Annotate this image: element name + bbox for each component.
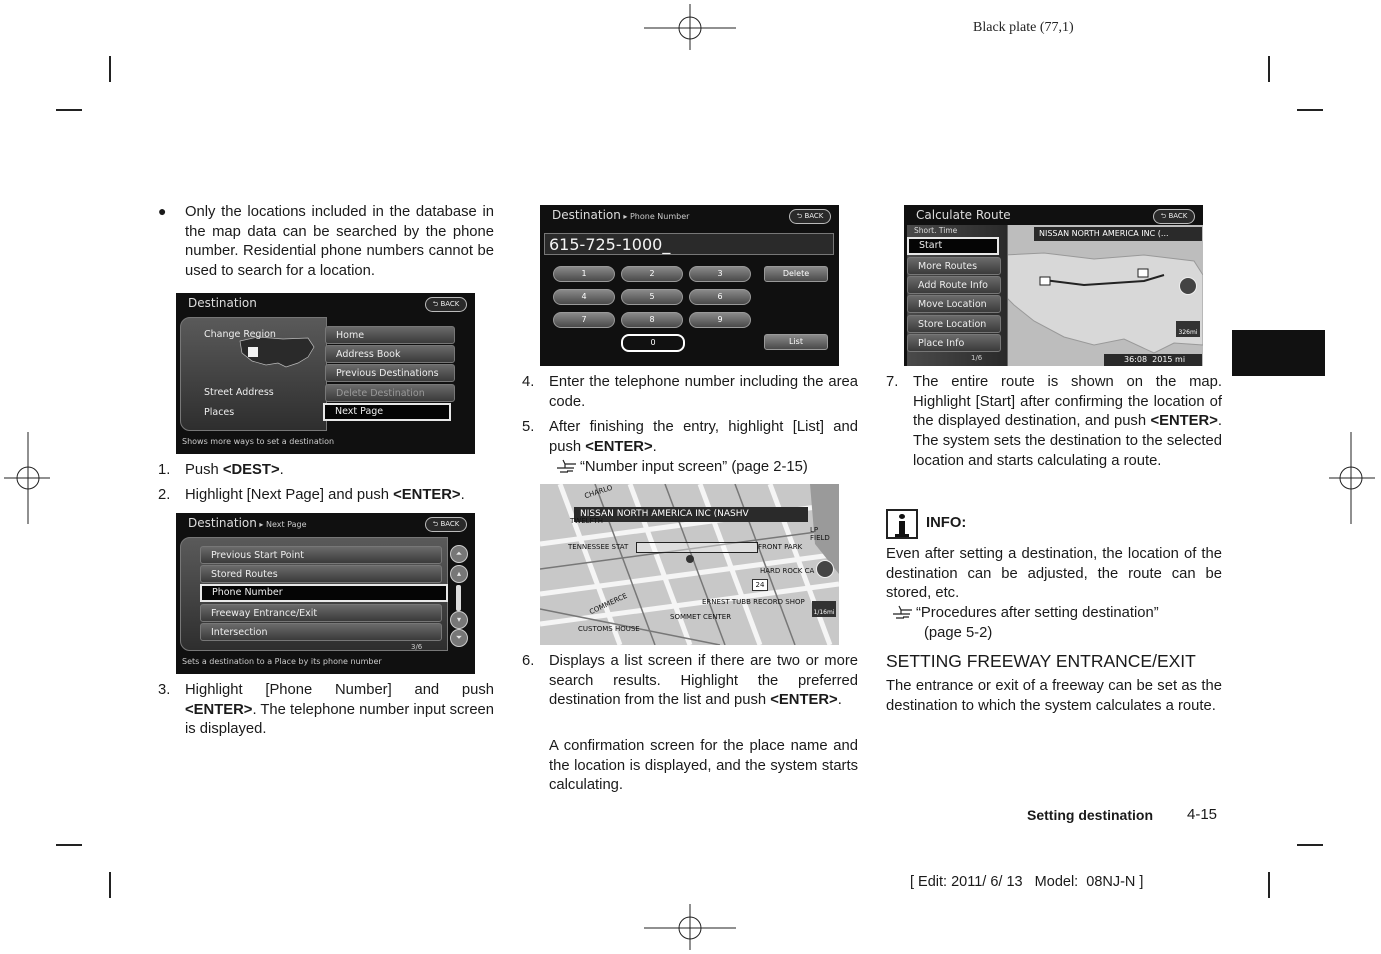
scroll-bottom-icon[interactable]: ⏷ — [450, 629, 468, 647]
delete-button[interactable]: Delete — [764, 266, 828, 282]
back-button[interactable]: ⮌ BACK — [425, 297, 467, 312]
reference-1 — [556, 458, 808, 478]
page-number: 4-15 — [1187, 806, 1218, 823]
map-label: TWELFTH — [570, 517, 603, 525]
title-text: Destination — [188, 516, 257, 530]
step-text: . The telephone number input screen is displayed. — [185, 701, 495, 738]
registration-mark-top — [644, 4, 736, 50]
subtitle-text: Next Page — [265, 520, 307, 529]
route-map — [1004, 225, 1203, 366]
map-screenshot — [540, 484, 839, 645]
screen-title: Destination — [188, 296, 257, 310]
confirmation-paragraph: A confirmation screen for the place name and the location is displayed, and the system starts calculating. — [549, 738, 858, 794]
map-banner: NISSAN NORTH AMERICA INC (NASHV — [574, 507, 808, 522]
key-3[interactable]: 3 — [689, 266, 751, 282]
back-label: BACK — [1168, 212, 1188, 220]
step-text: Highlight [Phone Number] and push — [185, 682, 494, 698]
route-banner: NISSAN NORTH AMERICA INC (... — [1034, 227, 1202, 241]
screen-phone-number-input — [540, 205, 839, 366]
reference-hand-icon — [556, 458, 580, 474]
step-text: The entire route is shown on the map. Highlight [Start] after confirming the location of the displayed destination, and push — [913, 374, 1222, 430]
route-summary — [1104, 354, 1202, 366]
scroll-up-icon[interactable]: ▴ — [450, 565, 468, 583]
menu-item-address-book[interactable]: Address Book — [325, 345, 455, 363]
key-label: <ENTER> — [770, 692, 838, 709]
back-label: BACK — [440, 300, 460, 308]
back-button[interactable]: ⮌ BACK — [789, 209, 831, 224]
crop-mark — [56, 844, 82, 846]
step-number: 5. — [522, 419, 535, 435]
map-highlight — [636, 542, 758, 553]
menu-item-places[interactable]: Places — [204, 407, 235, 418]
screen-hint: Sets a destination to a Place by its phone number — [182, 657, 382, 666]
step-text: . The system sets the destination to the selected location and starts calculating a route. — [913, 413, 1222, 469]
map-label: TENNESSEE STAT — [568, 543, 629, 551]
info-label: INFO: — [926, 515, 967, 531]
list-item-freeway-entrance-exit[interactable]: Freeway Entrance/Exit — [200, 604, 442, 622]
step-text: . — [652, 438, 657, 455]
step-text: Highlight [Next Page] and push — [185, 487, 394, 503]
key-label: <ENTER> — [1150, 413, 1218, 430]
key-label: <ENTER> — [393, 487, 461, 503]
edit-info: [ Edit: 2011/ 6/ 13 Model: 08NJ-N ] — [910, 874, 1144, 890]
reference-2-page: (page 5-2) — [924, 625, 993, 641]
crop-mark — [1268, 872, 1270, 898]
step-text: . — [279, 462, 284, 478]
section-heading: SETTING FREEWAY ENTRANCE/EXIT — [886, 651, 1196, 671]
map-label: HARD ROCK CA — [760, 567, 815, 575]
menu-item-move-location[interactable]: Move Location — [907, 295, 1001, 313]
step-text: After finishing the entry, highlight [List] and push — [549, 419, 858, 455]
info-icon — [886, 509, 918, 539]
menu-item-store-location[interactable]: Store Location — [907, 315, 1001, 333]
crop-mark — [109, 872, 111, 898]
map-scale: 1/16mi — [812, 601, 836, 617]
list-button[interactable]: List — [764, 334, 828, 350]
scroll-down-icon[interactable]: ▾ — [450, 611, 468, 629]
key-label: <DEST> — [222, 462, 280, 478]
reference-2 — [892, 604, 1159, 624]
key-6[interactable]: 6 — [689, 289, 751, 305]
key-9[interactable]: 9 — [689, 312, 751, 328]
step-text: Push — [185, 462, 223, 478]
route-distance: 2015 mi — [1152, 355, 1186, 364]
back-label: BACK — [804, 212, 824, 220]
phone-number-field[interactable]: 615-725-1000_ — [544, 233, 834, 255]
back-button[interactable]: ⮌ BACK — [1153, 209, 1195, 224]
list-item-previous-start-point[interactable]: Previous Start Point — [200, 546, 442, 564]
crop-mark — [1297, 844, 1323, 846]
menu-item-change-region[interactable]: Change Region — [204, 329, 276, 340]
menu-item-street-address[interactable]: Street Address — [204, 387, 274, 398]
info-paragraph: Even after setting a destination, the location of the destination can be adjusted, the route can be stored, etc. — [886, 546, 1222, 602]
reference-text: “Number input screen” (page 2-15) — [580, 459, 808, 475]
menu-item-place-info[interactable]: Place Info — [907, 334, 1001, 352]
scroll-top-icon[interactable]: ⏶ — [450, 545, 468, 563]
key-5[interactable]: 5 — [621, 289, 683, 305]
crop-mark — [56, 109, 82, 111]
key-4[interactable]: 4 — [553, 289, 615, 305]
map-label: FRONT PARK — [758, 543, 803, 551]
step-text: Enter the telephone number including the area code. — [549, 374, 858, 410]
map-label: LP FIELD — [810, 526, 830, 542]
chapter-tab — [1232, 330, 1325, 376]
map-label: COMMERCE — [588, 591, 629, 617]
key-2[interactable]: 2 — [621, 266, 683, 282]
crop-mark — [1297, 109, 1323, 111]
key-label: <ENTER> — [585, 438, 653, 455]
step-number: 4. — [522, 374, 535, 390]
screen-title: Destination ▸ Next Page — [188, 516, 307, 530]
key-label: <ENTER> — [185, 701, 253, 718]
back-label: BACK — [440, 520, 460, 528]
key-8[interactable]: 8 — [621, 312, 683, 328]
crop-mark — [1268, 56, 1270, 82]
screen-title: Destination ▸ Phone Number — [552, 208, 690, 222]
step-number: 1. — [158, 462, 171, 478]
list-item-intersection[interactable]: Intersection — [200, 623, 442, 641]
step-number: 2. — [158, 487, 171, 503]
key-1[interactable]: 1 — [553, 266, 615, 282]
page-indicator: 1/6 — [971, 354, 983, 362]
map-label: CHARLO — [583, 484, 614, 501]
registration-mark-left — [4, 432, 50, 524]
menu-item-more-routes[interactable]: More Routes — [907, 257, 1001, 275]
screen-title: Calculate Route — [916, 208, 1011, 222]
page-indicator: 3/6 — [411, 643, 423, 651]
map-label: SOMMET CENTER — [670, 613, 732, 621]
step-number: 6. — [522, 653, 535, 669]
reference-hand-icon — [892, 604, 916, 620]
map-scale: 326mi — [1176, 321, 1200, 337]
screen-next-page-menu — [176, 513, 475, 674]
route-shield: 24 — [752, 579, 768, 591]
footer-section: Setting destination — [1027, 807, 1153, 823]
step-number: 3. — [158, 682, 171, 698]
subtitle-text: Phone Number — [629, 212, 690, 221]
bullet-icon: ● — [158, 203, 167, 219]
list-item-phone-number[interactable]: Phone Number — [200, 584, 448, 602]
plate-label: Black plate (77,1) — [973, 20, 1074, 35]
menu-item-next-page[interactable]: Next Page — [323, 403, 451, 421]
crop-mark — [109, 56, 111, 82]
step-text: . — [460, 487, 465, 503]
menu-item-previous-destinations[interactable]: Previous Destinations — [325, 364, 455, 382]
back-button[interactable]: ⮌ BACK — [425, 517, 467, 532]
list-item-stored-routes[interactable]: Stored Routes — [200, 565, 442, 583]
registration-mark-right — [1329, 432, 1375, 524]
title-text: Destination — [552, 208, 621, 222]
menu-item-start[interactable]: Start — [907, 237, 999, 255]
route-time: 36:08 — [1124, 355, 1148, 364]
step-text: . — [837, 692, 842, 709]
section-paragraph: The entrance or exit of a freeway can be set as the destination to which the system calculates a route. — [886, 678, 1222, 714]
route-mode: Short. Time — [914, 226, 958, 235]
step-text: Displays a list screen if there are two or more search results. Highlight the preferred destination from the list and push — [549, 653, 858, 709]
screen-hint: Shows more ways to set a destination — [182, 437, 335, 446]
key-7[interactable]: 7 — [553, 312, 615, 328]
compass-icon[interactable] — [1179, 277, 1197, 295]
menu-item-add-route-info[interactable]: Add Route Info — [907, 276, 1001, 294]
menu-item-delete-destination[interactable]: Delete Destination — [325, 384, 455, 402]
menu-item-home[interactable]: Home — [325, 326, 455, 344]
reference-text: “Procedures after setting destination” — [916, 605, 1159, 621]
compass-icon[interactable] — [816, 560, 834, 578]
screen-destination-menu — [176, 293, 475, 454]
scrollbar-thumb[interactable] — [456, 585, 461, 611]
map-label: CUSTOMS HOUSE — [578, 625, 640, 633]
bullet-paragraph: Only the locations included in the database in the map data can be searched by the phone number. Residential phone numbers cannot be used to search for a location. — [185, 204, 494, 280]
registration-mark-bottom — [644, 904, 736, 950]
key-0[interactable]: 0 — [621, 334, 685, 352]
map-label: ERNEST TUBB RECORD SHOP — [702, 598, 805, 606]
screen-calculate-route — [904, 205, 1203, 366]
step-number: 7. — [886, 374, 899, 390]
